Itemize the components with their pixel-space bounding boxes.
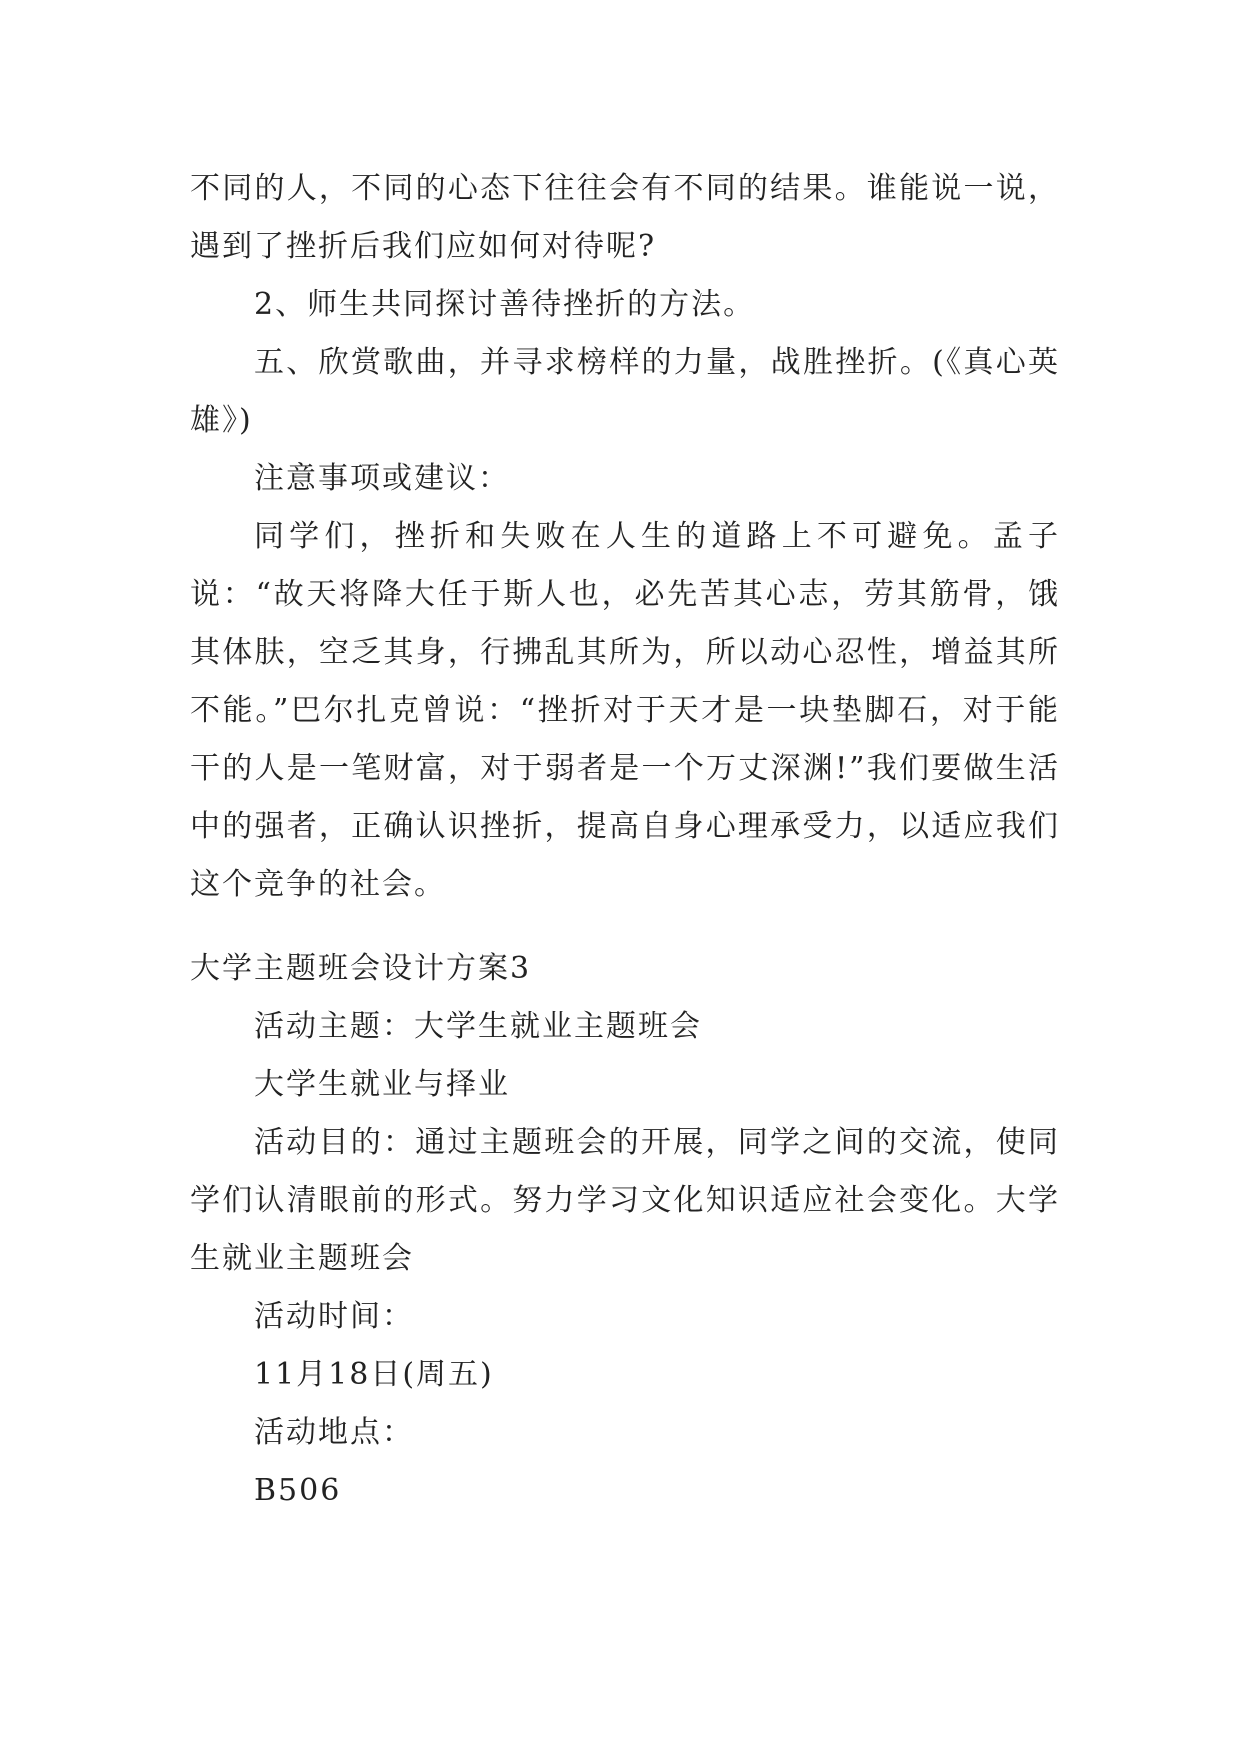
paragraph-time-value: 11月18日(周五) bbox=[254, 1357, 494, 1392]
paragraph-activity-theme: 活动主题：大学生就业主题班会 bbox=[254, 1009, 702, 1044]
paragraph-time-label: 活动时间： bbox=[254, 1299, 414, 1334]
paragraph-location-value: B506 bbox=[254, 1473, 342, 1508]
paragraph-question: 不同的人，不同的心态下往往会有不同的结果。谁能说一说，遇到了挫折后我们应如何对待呢? bbox=[190, 171, 1060, 264]
paragraph-employment: 大学生就业与择业 bbox=[254, 1067, 510, 1102]
paragraph-song: 五、欣赏歌曲，并寻求榜样的力量，战胜挫折。(《真心英雄》) bbox=[190, 345, 1060, 438]
paragraph-discussion-method: 2、师生共同探讨善待挫折的方法。 bbox=[254, 287, 756, 322]
paragraph-activity-purpose: 活动目的：通过主题班会的开展，同学之间的交流，使同学们认清眼前的形式。努力学习文化知识适应社会变化。大学生就业主题班会 bbox=[190, 1125, 1060, 1276]
paragraph-location-label: 活动地点： bbox=[254, 1415, 414, 1450]
document-body bbox=[190, 160, 1060, 1520]
paragraph-notes-label: 注意事项或建议： bbox=[254, 461, 510, 496]
section-heading: 大学主题班会设计方案3 bbox=[190, 951, 532, 986]
paragraph-notes-body: 同学们，挫折和失败在人生的道路上不可避免。孟子说：“故天将降大任于斯人也，必先苦其心志，劳其筋骨，饿其体肤，空乏其身，行拂乱其所为，所以动心忍性，增益其所不能。”巴尔扎克曾说：“挫折对于天才是一块垫脚石，对于能干的人是一笔财富，对于弱者是一个万丈深渊!”我们要做生活中的强者，正确认识挫折，提高自身心理承受力，以适应我们这个竞争的社会。 bbox=[190, 519, 1060, 902]
